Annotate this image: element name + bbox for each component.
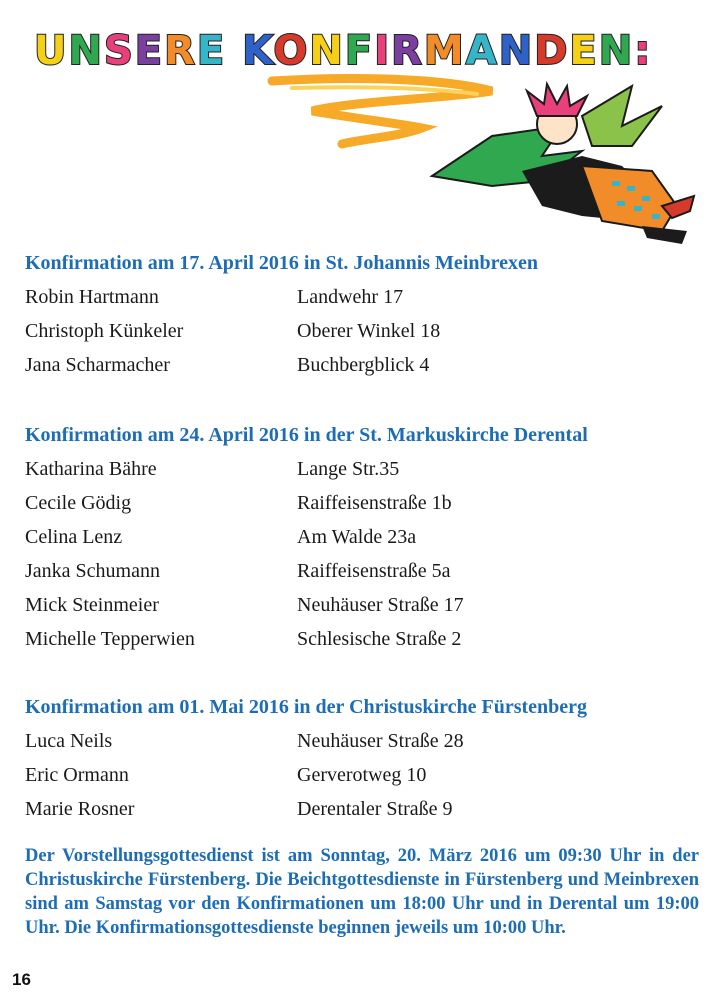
confirmand-address: Derentaler Straße 9 xyxy=(297,798,453,820)
confirmand-address: Am Walde 23a xyxy=(297,526,417,548)
section-heading: Konfirmation am 24. April 2016 in der St. Markuskirche Derental xyxy=(25,424,588,446)
confirmand-name: Cecile Gödig xyxy=(25,492,132,514)
banner-letter: N xyxy=(309,28,345,74)
confirmand-address: Raiffeisenstraße 5a xyxy=(297,560,451,582)
confirmand-name: Eric Ormann xyxy=(25,764,129,786)
banner-letter: N xyxy=(598,28,635,74)
list-item xyxy=(25,758,685,792)
banner-letter: N xyxy=(498,28,535,74)
banner-letter: K xyxy=(242,28,274,74)
confirmand-name: Robin Hartmann xyxy=(25,286,159,308)
confirmation-section-meinbrexen xyxy=(25,246,685,382)
confirmand-address: Gerverotweg 10 xyxy=(297,764,427,786)
banner-letter: E xyxy=(134,28,165,74)
banner-letter: E xyxy=(569,28,599,74)
confirmand-name: Mick Steinmeier xyxy=(25,594,159,616)
list-item xyxy=(25,486,685,520)
banner-letter: E xyxy=(196,28,227,74)
banner-letter: R xyxy=(164,28,197,74)
confirmand-name: Michelle Tepperwien xyxy=(25,628,195,650)
list-item xyxy=(25,348,685,382)
list-item xyxy=(25,314,685,348)
page-number: 16 xyxy=(12,970,31,989)
confirmand-address: Neuhäuser Straße 28 xyxy=(297,730,464,752)
confirmand-address: Lange Str.35 xyxy=(297,458,400,480)
service-times-note: Der Vorstellungsgottesdienst ist am Sonntag, 20. März 2016 um 09:30 Uhr in der Christuskirche Fürstenberg. Die Beichtgottesdienste in Fürstenberg und Meinbrexen sind am Samstag vor den Konfirmationen um 18:00 Uhr und in Derental um 19:00 Uhr. Die Konfirmationsgottesdienste beginnen jeweils um 10:00 Uhr. xyxy=(25,846,699,938)
confirmand-address: Landwehr 17 xyxy=(297,286,404,308)
confirmand-address: Raiffeisenstraße 1b xyxy=(297,492,452,514)
banner-letter: R xyxy=(391,28,424,74)
confirmand-address: Buchbergblick 4 xyxy=(297,354,430,376)
section-heading: Konfirmation am 17. April 2016 in St. Johannis Meinbrexen xyxy=(25,252,539,274)
confirmand-address: Oberer Winkel 18 xyxy=(297,320,441,342)
list-item xyxy=(25,792,685,826)
list-item xyxy=(25,280,685,314)
confirmand-name: Luca Neils xyxy=(25,730,113,752)
banner-letter: D xyxy=(534,28,570,74)
confirmation-section-fuerstenberg xyxy=(25,690,685,826)
banner-letter: A xyxy=(465,28,499,74)
banner-letter: M xyxy=(423,28,466,74)
banner-letter: I xyxy=(374,28,392,74)
confirmand-address: Neuhäuser Straße 17 xyxy=(297,594,464,616)
list-item xyxy=(25,724,685,758)
banner-letter: N xyxy=(68,28,104,74)
flying-figure-illustration xyxy=(22,6,702,256)
banner-letter: F xyxy=(344,28,375,74)
confirmand-name: Marie Rosner xyxy=(25,798,135,820)
banner-letter: S xyxy=(103,28,135,74)
banner-letter: O xyxy=(273,28,310,74)
list-item xyxy=(25,520,685,554)
list-item xyxy=(25,452,685,486)
confirmand-name: Christoph Künkeler xyxy=(25,320,184,342)
header-illustration xyxy=(22,6,702,256)
confirmand-name: Katharina Bähre xyxy=(25,458,157,480)
list-item xyxy=(25,554,685,588)
list-item xyxy=(25,588,685,622)
confirmand-name: Celina Lenz xyxy=(25,526,123,548)
confirmand-name: Janka Schumann xyxy=(25,560,160,582)
banner-letter: U xyxy=(34,28,69,74)
confirmation-section-derental xyxy=(25,418,685,656)
confirmand-name: Jana Scharmacher xyxy=(25,354,170,376)
list-item xyxy=(25,622,685,656)
confirmand-address: Schlesische Straße 2 xyxy=(297,628,462,650)
banner-letter: : xyxy=(634,28,653,74)
section-heading: Konfirmation am 01. Mai 2016 in der Christuskirche Fürstenberg xyxy=(25,696,588,718)
